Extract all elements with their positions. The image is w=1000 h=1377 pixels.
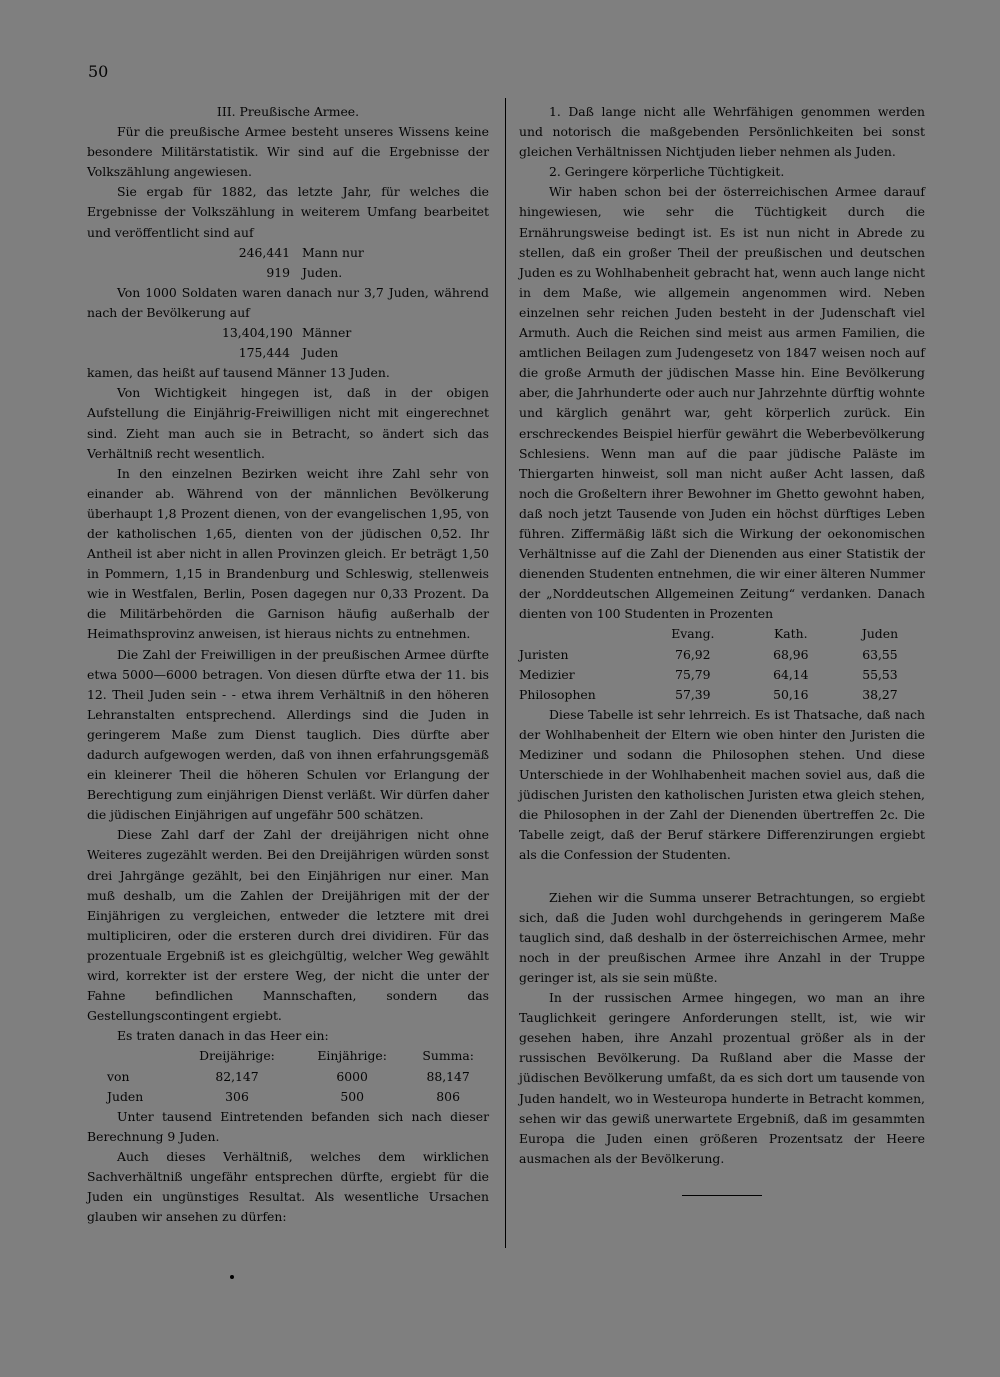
figure-label: Männer <box>302 325 352 341</box>
paragraph: Auch dieses Verhältniß, welches dem wirklichen Sachverhältniß ungefähr entsprechen dürfte, ergiebt für die Juden ein ungünstiges Resultat. Als wesentliche Ursachen glauben wir ansehen zu dürfen: <box>87 1148 489 1225</box>
recruits-table <box>87 1046 489 1106</box>
end-rule <box>682 1195 762 1196</box>
table-cell: 806 <box>436 1088 460 1104</box>
figure-number: 919 <box>266 264 290 280</box>
students-table <box>519 624 925 704</box>
table-header: Kath. <box>774 626 808 642</box>
table-cell: 50,16 <box>773 686 809 702</box>
table-row <box>87 1087 489 1107</box>
paragraph: 2. Geringere körperliche Tüchtigkeit. <box>549 164 785 180</box>
table-row <box>519 685 925 705</box>
table-cell: 76,92 <box>675 646 711 662</box>
table-header: Juden <box>861 626 899 642</box>
figure-line <box>87 263 489 283</box>
table-header: Einjährige: <box>317 1048 387 1064</box>
table-cell: 82,147 <box>215 1068 259 1084</box>
figure-number: 175,444 <box>238 345 290 361</box>
paragraph: Unter tausend Eintretenden befanden sich nach dieser Berechnung 9 Juden. <box>87 1108 489 1144</box>
table-header: Dreijährige: <box>199 1048 275 1064</box>
table-cell: Philosophen <box>519 686 596 702</box>
table-cell: Juden <box>107 1088 144 1104</box>
figure-label: Mann nur <box>302 244 364 260</box>
table-row <box>519 665 925 685</box>
table-header: Summa: <box>422 1048 474 1064</box>
table-cell: 55,53 <box>862 666 898 682</box>
column-divider <box>505 98 506 1248</box>
page-number: 50 <box>88 62 109 81</box>
paragraph: In der russischen Armee hingegen, wo man an ihre Tauglichkeit geringere Anforderungen stellt, ist, wie wir gesehen haben, ihre Anzahl prozentual größer als in der russischen Bevölkerung. Da Rußland aber die Masse der jüdischen Bevölkerung umfaßt, da es sich dort um tausende von Juden handelt, wo in Westeuropa hunderte in Betracht kommen, sehen wir das gewiß unerwartete Ergebniß, daß im gesammten Europa die Juden einen größeren Prozentsatz der Heere ausmachen als der Bevölkerung. <box>519 990 925 1166</box>
table-header: Evang. <box>671 626 715 642</box>
table-header-row <box>87 1046 489 1066</box>
paragraph: 1. Daß lange nicht alle Wehrfähigen genommen werden und notorisch die maßgebenden Persönlichkeiten bei sonst gleichen Verhältnissen Nichtjuden lieber nehmen als Juden. <box>519 104 925 160</box>
paragraph: Für die preußische Armee besteht unseres Wissens keine besondere Militärstatistik. Wir sind auf die Ergebnisse der Volkszählung angewiesen. <box>87 124 489 180</box>
left-column <box>87 102 489 1227</box>
paragraph: Diese Tabelle ist sehr lehrreich. Es ist Thatsache, daß nach der Wohlhabenheit der Eltern wie oben hinter den Juristen die Mediziner und sodann die Philosophen stehen. Und diese Unterschiede in der Wohlhabenheit machen soviel aus, daß die jüdischen Juristen den katholischen Juristen etwa gleich stehen, die Philosophen in der Zahl der Dienenden übertreffen 2c. Die Tabelle zeigt, daß der Beruf stärkere Differenzirungen ergiebt als die Confession der Studenten. <box>519 706 925 863</box>
paragraph: In den einzelnen Bezirken weicht ihre Zahl sehr von einander ab. Während von der männlichen Bevölkerung überhaupt 1,8 Prozent dienen, von der evangelischen 1,95, von der katholischen 1,65, dienten von der jüdischen 0,52. Ihr Antheil ist aber nicht in allen Provinzen gleich. Er beträgt 1,50 in Pommern, 1,15 in Brandenburg und Schleswig, stellenweis wie in Westfalen, Berlin, Posen dagegen nur 0,33 Prozent. Da die Militärbehörden die Garnison häufig außerhalb der Heimathsprovinz anweisen, ist hieraus nichts zu entnehmen. <box>87 465 489 642</box>
table-cell: 64,14 <box>773 666 809 682</box>
ink-speck <box>230 1275 234 1279</box>
paragraph: Es traten danach in das Heer ein: <box>117 1028 329 1044</box>
table-cell: 68,96 <box>773 646 809 662</box>
paragraph: Ziehen wir die Summa unserer Betrachtungen, so ergiebt sich, daß die Juden wohl durchgehends in geringerem Maße tauglich sind, daß deshalb in der österreichischen Armee, mehr noch in der preußischen Armee ihre Anzahl in der Truppe geringer ist, als sie sein müßte. <box>519 889 925 985</box>
paragraph: Die Zahl der Freiwilligen in der preußischen Armee dürfte etwa 5000—6000 betragen. Von diesen dürfte etwa der 11. bis 12. Theil Juden sein - - etwa ihrem Verhältniß in den höheren Lehranstalten entsprechend. Allerdings sind die Juden in geringerem Maße zum Dienst tauglich. Dies dürfte aber dadurch aufgewogen werden, daß von ihnen erfahrungsgemäß ein kleinerer Theil die höheren Schulen vor Erlangung der Berechtigung zum einjährigen Dienst verläßt. Wir dürfen daher die jüdischen Einjährigen auf ungefähr 500 schätzen. <box>87 646 489 823</box>
table-cell: 75,79 <box>675 666 711 682</box>
figure-line <box>87 323 489 343</box>
paragraph: Von Wichtigkeit hingegen ist, daß in der obigen Aufstellung die Einjährig-Freiwilligen nicht mit eingerechnet sind. Zieht man auch sie in Betracht, so ändert sich das Verhältniß recht wesentlich. <box>87 385 489 461</box>
table-header-row <box>519 624 925 644</box>
table-header <box>87 1046 177 1066</box>
figure-label: Juden <box>302 345 339 361</box>
figure-label: Juden. <box>302 264 343 280</box>
table-row <box>87 1067 489 1087</box>
section-heading: III. Preußische Armee. <box>216 104 360 119</box>
spacer <box>519 866 925 888</box>
right-column <box>519 102 925 1196</box>
table-cell: 38,27 <box>862 686 898 702</box>
table-cell: 306 <box>225 1088 249 1104</box>
table-cell: 500 <box>340 1088 364 1104</box>
paragraph: Sie ergab für 1882, das letzte Jahr, für welches die Ergebnisse der Volkszählung in weiterem Umfang bearbeitet und veröffentlicht sind auf <box>87 184 489 240</box>
paragraph: Diese Zahl darf der Zahl der dreijährigen nicht ohne Weiteres zugezählt werden. Bei den Dreijährigen würden sonst drei Jahrgänge gezählt, bei den Einjährigen nur einer. Man muß deshalb, um die Zahlen der Dreijährigen mit der der Einjährigen zu vergleichen, entweder die letztere mit drei multipliciren, oder die ersteren durch drei dividiren. Für das prozentuale Ergebniß ist es gleichgültig, welcher Weg gewählt wird, korrekter ist der erstere Weg, der nicht die unter der Fahne befindlichen Mannschaften, sondern das Gestellungscontingent ergiebt. <box>87 827 489 1024</box>
table-cell: 57,39 <box>675 686 711 702</box>
paragraph: Wir haben schon bei der österreichischen Armee darauf hingewiesen, wie sehr die Tüchtigkeit durch die Ernährungsweise bedingt ist. Es ist nun nicht in Abrede zu stellen, daß ein großer Theil der preußischen und deutschen Juden es zu Wohlhabenheit gebracht hat, wenn auch lange nicht in dem Maße, wie allgemein angenommen wird. Neben einzelnen sehr reichen Juden besteht in der Judenschaft viel Armuth. Auch die Reichen sind meist aus armen Familien, die amtlichen Beilagen zum Judengesetz von 1847 weisen noch auf die große Armuth der jüdischen Masse hin. Eine Bevölkerung aber, die Jahrhunderte oder auch nur Jahrzehnte dürftig wohnte und kärglich genährt war, geht körperlich zurück. Ein erschreckendes Beispiel hierfür gewährt die Weberbevölkerung Schlesiens. Wenn man auf die paar jüdische Paläste im Thiergarten hinweist, soll man nicht außer Acht lassen, daß noch die Großeltern ihrer Bewohner im Ghetto gewohnt haben, daß noch jetzt Tausende von Juden ein höchst dürftiges Leben führen. Ziffermäßig läßt sich die Wirkung der oekonomischen Verhältnisse auf die Zahl der Dienenden aus einer Statistik der dienenden Studenten entnehmen, die wir einer älteren Nummer der „Norddeutschen Allgemeinen Zeitung“ verdanken. Danach dienten von 100 Studenten in Prozenten <box>519 184 925 622</box>
figure-line <box>87 243 489 263</box>
table-cell: Juristen <box>519 646 569 662</box>
table-row <box>519 645 925 665</box>
figure-number: 13,404,190 <box>222 325 293 341</box>
paragraph: kamen, das heißt auf tausend Männer 13 Juden. <box>87 365 390 381</box>
table-cell: von <box>107 1068 130 1084</box>
table-cell: Medizier <box>519 666 575 682</box>
paragraph: Von 1000 Soldaten waren danach nur 3,7 Juden, während nach der Bevölkerung auf <box>87 284 489 320</box>
figure-number: 246,441 <box>238 244 290 260</box>
table-header <box>519 624 639 644</box>
figure-line <box>87 343 489 363</box>
table-cell: 6000 <box>336 1068 368 1084</box>
table-cell: 63,55 <box>862 646 898 662</box>
table-cell: 88,147 <box>426 1068 470 1084</box>
